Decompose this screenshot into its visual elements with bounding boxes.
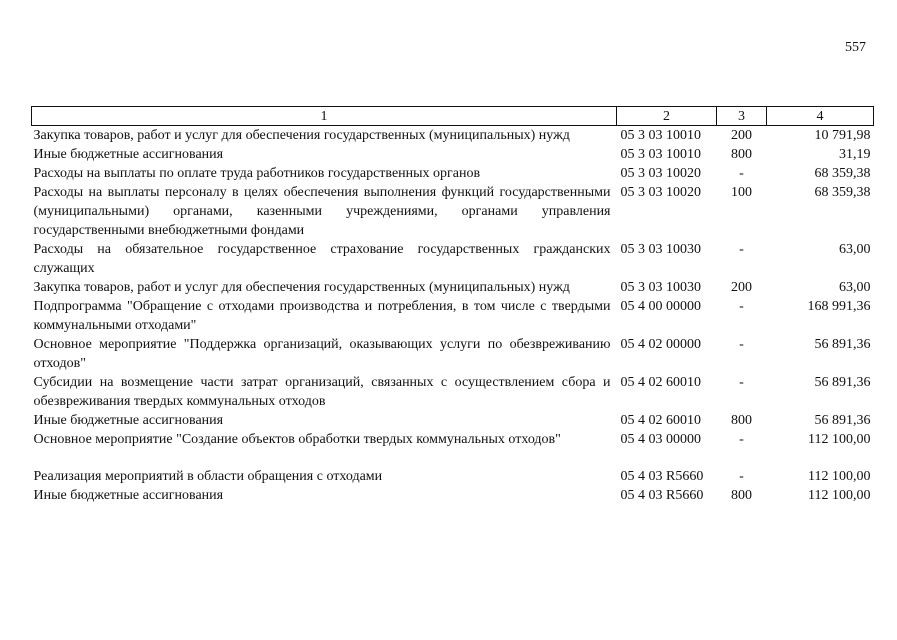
table-row [32, 297, 874, 335]
row-type: 200 [731, 280, 752, 295]
page-number: 557 [845, 40, 866, 55]
table-spacer-row [32, 449, 874, 467]
table-row [32, 411, 874, 430]
row-code: 05 4 03 R5660 [620, 469, 704, 484]
table-row [32, 467, 874, 486]
row-code: 05 4 00 00000 [620, 299, 701, 314]
row-type: 800 [731, 488, 752, 503]
row-name: Расходы на выплаты персоналу в целях обеспечения выполнения функций государственными (муниципальными) органами, казенными учреждениями, органами управления государственными внебюджетными фондами [33, 185, 611, 238]
row-code: 05 4 03 R5660 [620, 488, 704, 503]
row-name: Закупка товаров, работ и услуг для обеспечения государственных (муниципальных) нужд [33, 128, 570, 143]
row-code: 05 3 03 10030 [620, 280, 701, 295]
row-name: Расходы на обязательное государственное страхование государственных гражданских служащих [33, 242, 611, 276]
spacer-cell [32, 449, 874, 467]
table-row [32, 240, 874, 278]
table-row [32, 373, 874, 411]
row-code: 05 3 03 10030 [620, 242, 701, 257]
row-code: 05 4 02 60010 [620, 375, 701, 390]
row-type: - [739, 242, 744, 257]
table-row [32, 164, 874, 183]
row-name: Иные бюджетные ассигнования [33, 488, 224, 503]
table-row [32, 145, 874, 164]
row-name: Реализация мероприятий в области обращения с отходами [33, 469, 383, 484]
row-amount: 56 891,36 [814, 375, 871, 390]
row-amount: 56 891,36 [814, 413, 871, 428]
row-code: 05 3 03 10020 [620, 185, 701, 200]
row-amount: 68 359,38 [814, 185, 871, 200]
row-name: Закупка товаров, работ и услуг для обеспечения государственных (муниципальных) нужд [33, 280, 570, 295]
row-name: Иные бюджетные ассигнования [33, 413, 224, 428]
column-header-1: 1 [32, 107, 617, 126]
table-row [32, 278, 874, 297]
row-code: 05 3 03 10020 [620, 166, 701, 181]
row-amount: 31,19 [839, 147, 871, 162]
column-header-2: 2 [617, 107, 717, 126]
row-name: Основное мероприятие "Создание объектов обработки твердых коммунальных отходов" [33, 432, 561, 447]
row-amount: 56 891,36 [814, 337, 871, 352]
row-type: - [739, 166, 744, 181]
table-header-row [32, 107, 874, 126]
row-type: - [739, 337, 744, 352]
row-name: Подпрограмма "Обращение с отходами производства и потребления, в том числе с твердыми коммунальными отходами" [33, 299, 611, 333]
row-amount: 168 991,36 [807, 299, 871, 314]
table-row [32, 183, 874, 240]
row-amount: 112 100,00 [808, 488, 871, 503]
row-amount: 63,00 [839, 242, 871, 257]
row-amount: 63,00 [839, 280, 871, 295]
column-header-4: 4 [767, 107, 874, 126]
row-type: 800 [731, 147, 752, 162]
row-name: Иные бюджетные ассигнования [33, 147, 224, 162]
row-type: - [739, 299, 744, 314]
row-amount: 10 791,98 [814, 128, 871, 143]
row-name: Расходы на выплаты по оплате труда работников государственных органов [33, 166, 481, 181]
row-code: 05 3 03 10010 [620, 128, 701, 143]
row-type: - [739, 375, 744, 390]
row-amount: 112 100,00 [808, 469, 871, 484]
row-type: - [739, 469, 744, 484]
budget-table [31, 106, 874, 505]
row-type: 800 [731, 413, 752, 428]
table-row [32, 335, 874, 373]
table-row [32, 486, 874, 505]
row-amount: 112 100,00 [808, 432, 871, 447]
row-code: 05 4 02 60010 [620, 413, 701, 428]
row-code: 05 4 02 00000 [620, 337, 701, 352]
table-row [32, 126, 874, 146]
row-type: 100 [731, 185, 752, 200]
table-row [32, 430, 874, 449]
column-header-3: 3 [717, 107, 767, 126]
row-name: Субсидии на возмещение части затрат организаций, связанных с осуществлением сбора и обезвреживания твердых коммунальных отходов [33, 375, 611, 409]
row-type: 200 [731, 128, 752, 143]
row-code: 05 4 03 00000 [620, 432, 701, 447]
row-amount: 68 359,38 [814, 166, 871, 181]
row-name: Основное мероприятие "Поддержка организаций, оказывающих услуги по обезвреживанию отходов" [33, 337, 611, 371]
row-type: - [739, 432, 744, 447]
row-code: 05 3 03 10010 [620, 147, 701, 162]
